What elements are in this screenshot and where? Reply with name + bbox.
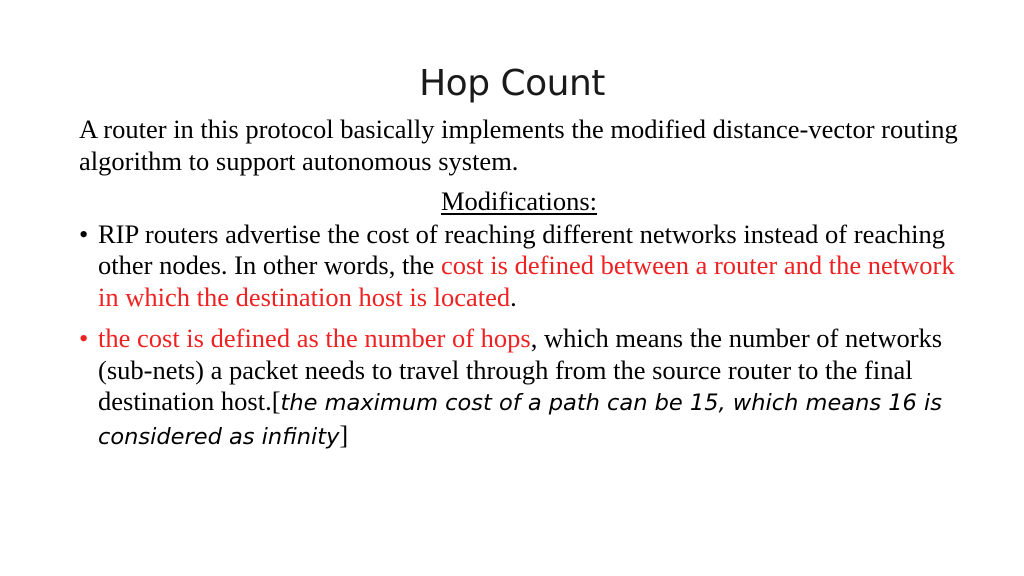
bullet-2-highlight: the cost is defined as the number of hops bbox=[98, 323, 531, 353]
bullet-2-text: , which means the number of networks (sub-nets) a packet needs to travel through from the source router to the final destination host.[ bbox=[98, 323, 943, 416]
bullet-dot: • bbox=[79, 323, 89, 353]
slide-body bbox=[79, 114, 959, 463]
bullet-2-tail: ] bbox=[339, 419, 349, 450]
bullet-item-2 bbox=[79, 323, 959, 453]
bullet-list bbox=[79, 219, 959, 454]
bullet-dot: • bbox=[79, 218, 89, 249]
modifications-heading: Modifications: bbox=[440, 186, 598, 216]
slide-title: Hop Count bbox=[419, 63, 605, 104]
bullet-1-highlight: cost is defined between a router and the network in which the destination host is located bbox=[98, 250, 955, 312]
bullet-1-text: RIP routers advertise the cost of reaching different networks instead of reaching other nodes. In other words, the bbox=[98, 218, 945, 280]
bullet-1-tail: . bbox=[510, 281, 517, 312]
bullet-2-italic-note: the maximum cost of a path can be 15, which means 16 is considered as infinity bbox=[98, 390, 942, 450]
bullet-item-1 bbox=[79, 219, 959, 314]
intro-paragraph: A router in this protocol basically implements the modified distance-vector routing algorithm to support autonomous system. bbox=[79, 114, 958, 176]
